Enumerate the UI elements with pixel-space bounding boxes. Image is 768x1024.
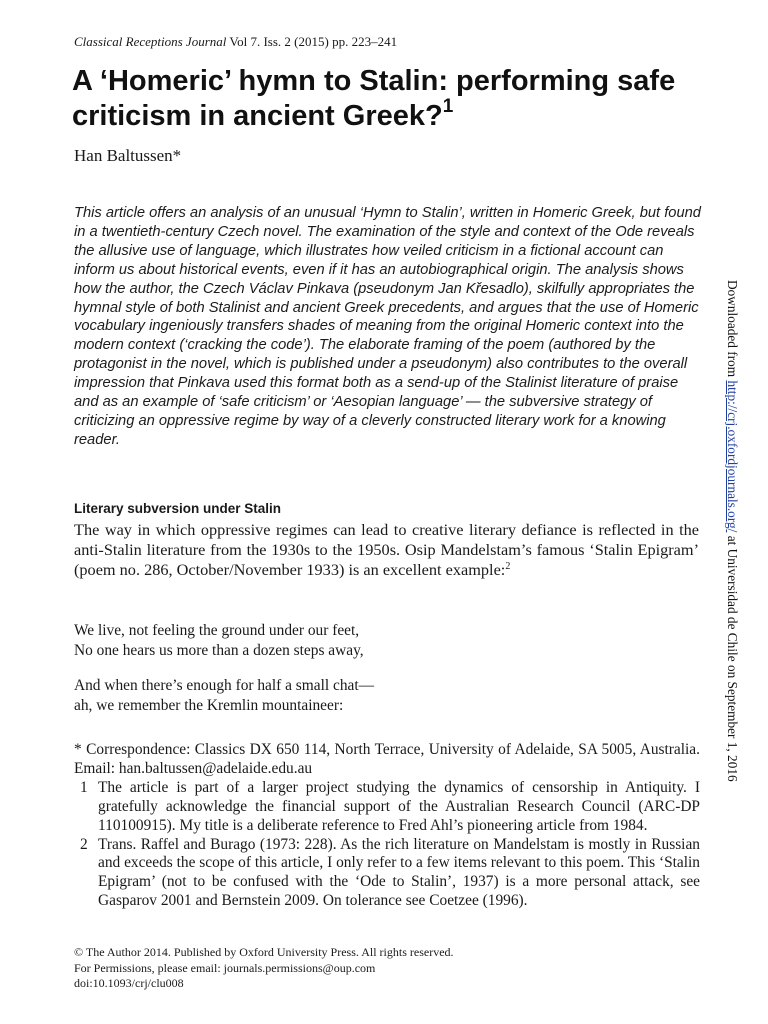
footnote-number: 1: [80, 778, 88, 796]
poem-stanza-2: [74, 676, 674, 716]
poem-line: ah, we remember the Kremlin mountaineer:: [74, 697, 344, 714]
body-paragraph: [74, 520, 699, 581]
footnote-1: [74, 779, 700, 836]
doi-line: doi:10.1093/crj/clu008: [74, 976, 184, 990]
footnote-number: 2: [80, 835, 88, 853]
paragraph-footnote-marker[interactable]: 2: [505, 561, 511, 573]
poem-line: And when there’s enough for half a small chat—: [74, 677, 375, 694]
section-heading: Literary subversion under Stalin: [74, 501, 282, 516]
copyright-line: © The Author 2014. Published by Oxford University Press. All rights reserved.: [74, 945, 454, 959]
footnote-2: [74, 836, 700, 912]
copyright-block: [74, 945, 454, 992]
article-title: [72, 64, 692, 134]
download-watermark: [724, 280, 740, 782]
author-name: Han Baltussen*: [74, 146, 182, 165]
title-footnote-marker[interactable]: 1: [442, 96, 454, 117]
journal-citation: Vol 7. Iss. 2 (2015) pp. 223–241: [226, 34, 398, 49]
journal-link[interactable]: http://crj.oxfordjournals.org/: [725, 380, 740, 533]
article-title-text: A ‘Homeric’ hymn to Stalin: performing safe criticism in ancient Greek?: [72, 65, 676, 132]
abstract: This article offers an analysis of an unusual ‘Hymn to Stalin’, written in Homeric Greek, but found in a twentieth-century Czech novel. The examination of the style and context of the Ode reveals the allusive use of language, which illustrates how veiled criticism in a fictional account can inform us about historical events, even if it has an autobiographical origin. The analysis shows how the author, the Czech Václav Pinkava (pseudonym Jan Křesadlo), skilfully appropriates the hymnal style of both Stalinist and ancient Greek precedents, and argues that the use of Homeric vocabulary ingeniously transfers shades of meaning from the original Homeric context into the modern context (‘cracking the code’). The elaborate framing of the poem (authored by the protagonist in the novel, which is published under a pseudonym) also contributes to the overall impression that Pinkava used this format both as a send-up of the Stalinist literature of praise and as an example of ‘safe criticism’ or ‘Aesopian language’ — the subversive strategy of criticizing an oppressive regime by way of a cleverly constructed literary work for a knowing reader.: [74, 205, 701, 448]
correspondence-note: * Correspondence: Classics DX 650 114, North Terrace, University of Adelaide, SA 5005, Australia. Email: han.baltussen@adelaide.edu.au: [74, 741, 700, 777]
footnote-text: Trans. Raffel and Burago (1973: 228). As the rich literature on Mandelstam is mostly in Russian and exceeds the scope of this article, I only refer to a few items relevant to this poem. This ‘Stalin Epigram’ (not to be confused with the ‘Ode to Stalin’, 1937) is a more personal attack, see Gasparov 2001 and Bernstein 2009. On tolerance see Coetzee (1996).: [98, 835, 700, 910]
poem-stanza-1: [74, 621, 674, 661]
journal-name: Classical Receptions Journal: [74, 34, 227, 49]
permissions-line: For Permissions, please email: journals.permissions@oup.com: [74, 960, 376, 975]
running-head: [74, 34, 397, 50]
footnotes: [74, 741, 700, 911]
poem-line: We live, not feeling the ground under our feet,: [74, 622, 360, 639]
download-suffix: at Universidad de Chile on September 1, 2016: [725, 532, 740, 782]
download-prefix: Downloaded from: [725, 280, 740, 381]
poem-line: No one hears us more than a dozen steps away,: [74, 642, 364, 659]
footnote-text: The article is part of a larger project studying the dynamics of censorship in Antiquity. I gratefully acknowledge the financial support of the Australian Research Council (ARC-DP 110100915). My title is a deliberate reference to Fred Ahl’s pioneering article from 1984.: [98, 778, 700, 834]
body-paragraph-text: The way in which oppressive regimes can lead to creative literary defiance is reflected in the anti-Stalin literature from the 1930s to the 1950s. Osip Mandelstam’s famous ‘Stalin Epigram’ (poem no. 286, October/November 1933) is an excellent example:: [74, 520, 699, 580]
